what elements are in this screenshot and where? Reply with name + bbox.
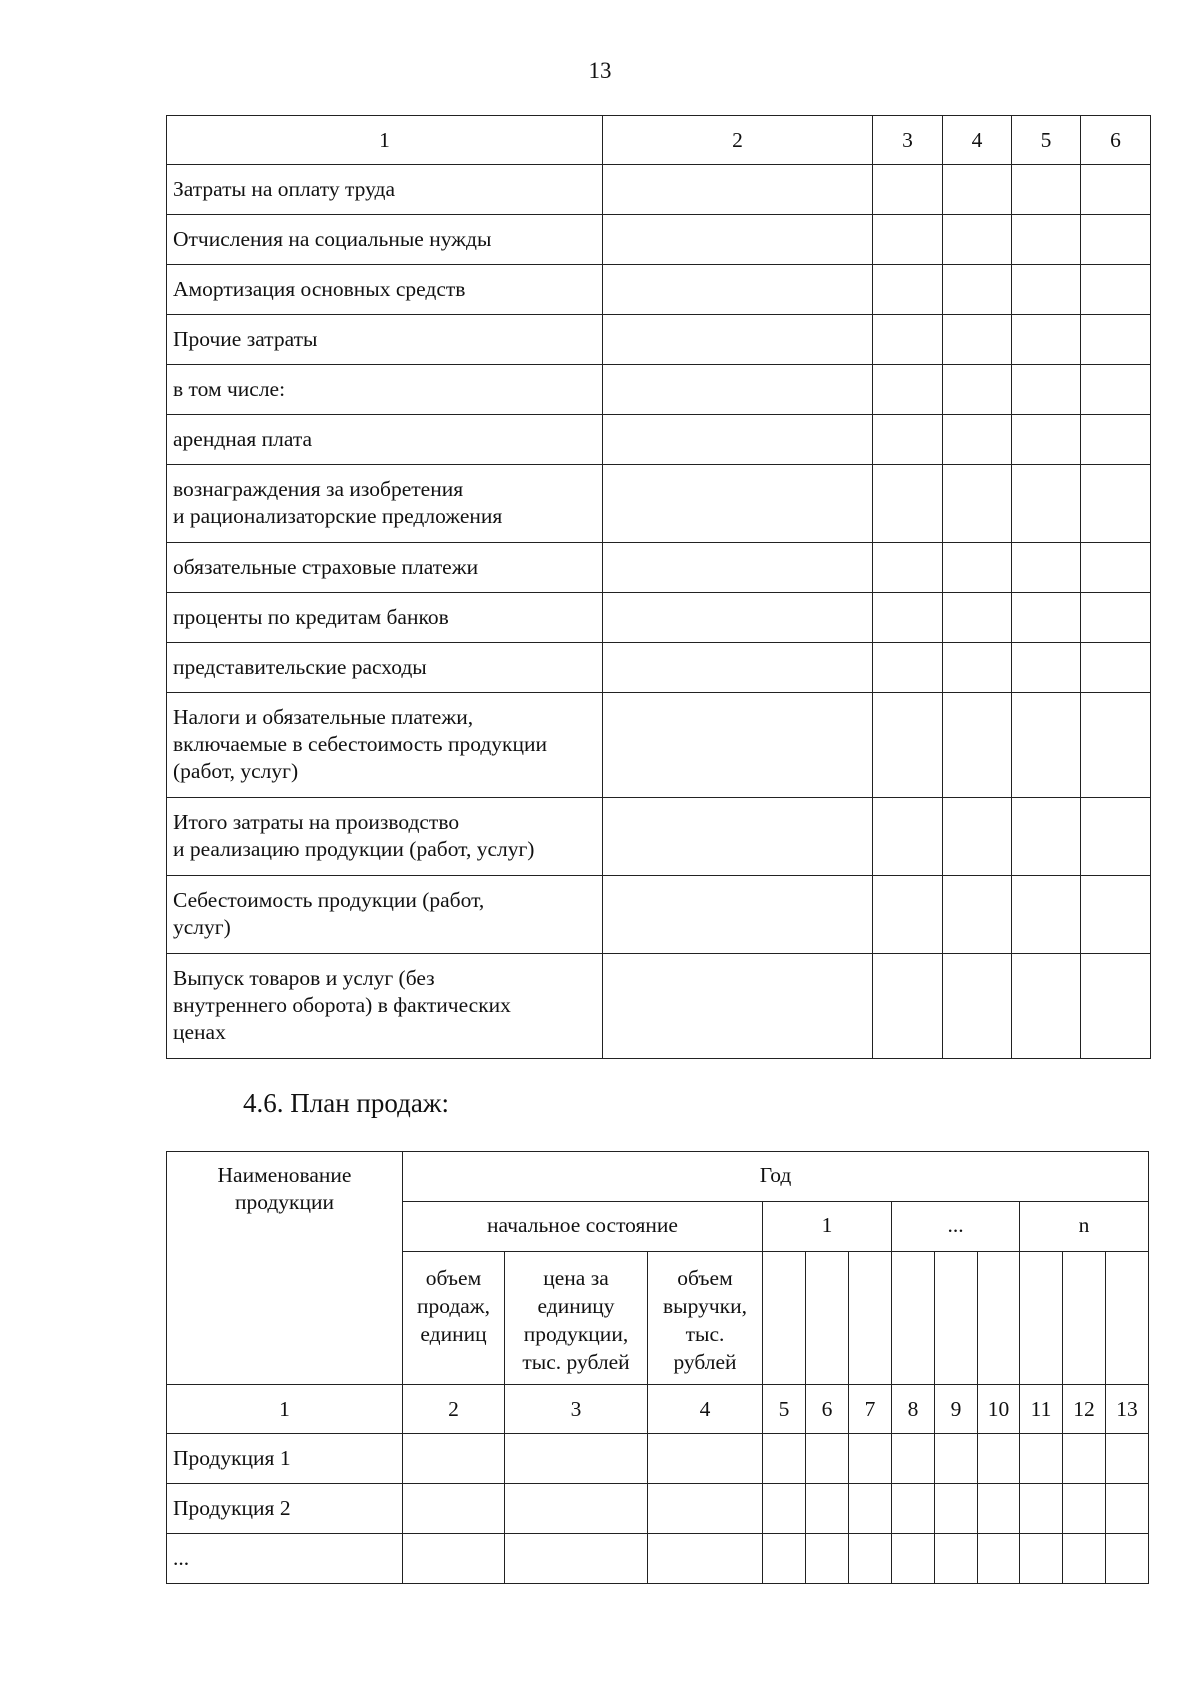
empty-cell	[873, 693, 943, 798]
row-label-line: вознаграждения за изобретения	[173, 477, 464, 501]
empty-cell	[943, 215, 1012, 265]
product-name: ...	[167, 1534, 403, 1584]
empty-cell	[873, 265, 943, 315]
column-number-7: 7	[849, 1385, 892, 1434]
empty-cell	[873, 415, 943, 465]
column-number-1: 1	[167, 1385, 403, 1434]
row-label-line: услуг)	[173, 915, 231, 939]
empty-cell	[873, 798, 943, 876]
empty-cell	[403, 1484, 505, 1534]
empty-cell	[603, 415, 873, 465]
empty-cell	[892, 1484, 935, 1534]
empty-cell	[1020, 1534, 1063, 1584]
empty-cell	[505, 1434, 648, 1484]
empty-cell	[892, 1534, 935, 1584]
page-number: 13	[588, 58, 612, 83]
sub-header-revenue	[648, 1252, 763, 1385]
row-label-line: Отчисления на социальные нужды	[173, 227, 492, 251]
row-label	[167, 876, 603, 954]
table-row	[167, 798, 1151, 876]
empty-cell	[1012, 215, 1081, 265]
empty-cell	[1106, 1252, 1149, 1385]
table-row	[167, 315, 1151, 365]
empty-cell	[603, 265, 873, 315]
column-number-9: 9	[935, 1385, 978, 1434]
sales-table	[166, 1151, 1149, 1584]
empty-cell	[1020, 1434, 1063, 1484]
empty-cell	[943, 265, 1012, 315]
empty-cell	[1012, 415, 1081, 465]
empty-cell	[1081, 315, 1151, 365]
empty-cell	[1081, 265, 1151, 315]
row-label-line: арендная плата	[173, 427, 313, 451]
empty-cell	[935, 1484, 978, 1534]
period-header-initial: начальное состояние	[403, 1202, 763, 1252]
empty-cell	[603, 954, 873, 1059]
empty-cell	[978, 1434, 1020, 1484]
row-label-line: Затраты на оплату труда	[173, 177, 396, 201]
column-number-4: 4	[943, 116, 1012, 165]
empty-cell	[763, 1484, 806, 1534]
empty-cell	[943, 954, 1012, 1059]
row-label-line: включаемые в себестоимость продукции	[173, 732, 548, 756]
empty-cell	[603, 876, 873, 954]
section-title: 4.6. План продаж:	[243, 1088, 449, 1118]
column-number-11: 11	[1020, 1385, 1063, 1434]
table-row	[167, 365, 1151, 415]
empty-cell	[763, 1534, 806, 1584]
table-row	[167, 593, 1151, 643]
empty-cell	[1012, 954, 1081, 1059]
empty-cell	[943, 165, 1012, 215]
sub-header-line: продукции,	[523, 1322, 629, 1346]
empty-cell	[873, 465, 943, 543]
column-number-5: 5	[763, 1385, 806, 1434]
empty-cell	[892, 1434, 935, 1484]
row-label-line: и реализацию продукции (работ, услуг)	[173, 837, 535, 861]
empty-cell	[873, 593, 943, 643]
empty-cell	[1081, 798, 1151, 876]
sub-header-line: цена за	[543, 1266, 609, 1290]
empty-cell	[943, 543, 1012, 593]
row-label	[167, 265, 603, 315]
column-number-1: 1	[167, 116, 603, 165]
sub-header-line: продаж,	[416, 1294, 491, 1318]
empty-cell	[1020, 1484, 1063, 1534]
empty-cell	[648, 1484, 763, 1534]
sub-header-line: объем	[425, 1266, 482, 1290]
empty-cell	[943, 643, 1012, 693]
row-label	[167, 165, 603, 215]
table-row	[167, 1484, 1149, 1534]
empty-cell	[1020, 1252, 1063, 1385]
row-label-line: обязательные страховые платежи	[173, 555, 479, 579]
row-label	[167, 315, 603, 365]
column-number-2: 2	[603, 116, 873, 165]
column-number-3: 3	[505, 1385, 648, 1434]
empty-cell	[1106, 1534, 1149, 1584]
product-name: Продукция 2	[167, 1484, 403, 1534]
row-label-line: проценты по кредитам банков	[173, 605, 449, 629]
empty-cell	[1012, 543, 1081, 593]
empty-cell	[935, 1434, 978, 1484]
table-row	[167, 465, 1151, 543]
empty-cell	[935, 1252, 978, 1385]
empty-cell	[849, 1534, 892, 1584]
empty-cell	[943, 593, 1012, 643]
row-label-line: Амортизация основных средств	[173, 277, 466, 301]
table-row	[167, 954, 1151, 1059]
empty-cell	[1081, 876, 1151, 954]
empty-cell	[603, 215, 873, 265]
empty-cell	[648, 1434, 763, 1484]
empty-cell	[892, 1252, 935, 1385]
empty-cell	[1081, 365, 1151, 415]
empty-cell	[978, 1484, 1020, 1534]
row-label	[167, 465, 603, 543]
empty-cell	[1063, 1434, 1106, 1484]
row-label	[167, 415, 603, 465]
empty-cell	[849, 1434, 892, 1484]
table-row	[167, 876, 1151, 954]
column-number-2: 2	[403, 1385, 505, 1434]
table-row	[167, 543, 1151, 593]
row-label-line: и рационализаторские предложения	[173, 504, 503, 528]
empty-cell	[943, 465, 1012, 543]
empty-cell	[806, 1484, 849, 1534]
sub-header-line: единиц	[420, 1322, 487, 1346]
sub-header-line: единицу	[537, 1294, 615, 1318]
column-number-12: 12	[1063, 1385, 1106, 1434]
column-number-row	[167, 1385, 1149, 1434]
empty-cell	[1012, 315, 1081, 365]
table-row	[167, 215, 1151, 265]
empty-cell	[603, 543, 873, 593]
empty-cell	[1081, 593, 1151, 643]
column-number-3: 3	[873, 116, 943, 165]
empty-cell	[403, 1534, 505, 1584]
empty-cell	[806, 1434, 849, 1484]
empty-cell	[873, 365, 943, 415]
empty-cell	[1063, 1534, 1106, 1584]
row-label-line: Выпуск товаров и услуг (без	[173, 966, 435, 990]
row-label-line: внутреннего оборота) в фактических	[173, 993, 511, 1017]
empty-cell	[1081, 415, 1151, 465]
empty-cell	[1012, 265, 1081, 315]
table-row	[167, 165, 1151, 215]
row-label	[167, 365, 603, 415]
column-number-13: 13	[1106, 1385, 1149, 1434]
empty-cell	[978, 1534, 1020, 1584]
empty-cell	[1081, 643, 1151, 693]
period-header-ellipsis: ...	[892, 1202, 1020, 1252]
empty-cell	[873, 315, 943, 365]
empty-cell	[603, 465, 873, 543]
row-label-line: Налоги и обязательные платежи,	[173, 705, 474, 729]
empty-cell	[873, 954, 943, 1059]
empty-cell	[943, 693, 1012, 798]
sub-header-sales-volume	[403, 1252, 505, 1385]
column-number-6: 6	[1081, 116, 1151, 165]
empty-cell	[806, 1534, 849, 1584]
table-row	[167, 693, 1151, 798]
row-label-line: Себестоимость продукции (работ,	[173, 888, 485, 912]
empty-cell	[873, 215, 943, 265]
empty-cell	[603, 165, 873, 215]
empty-cell	[603, 593, 873, 643]
empty-cell	[1081, 543, 1151, 593]
empty-cell	[648, 1534, 763, 1584]
empty-cell	[943, 876, 1012, 954]
empty-cell	[1012, 165, 1081, 215]
table-row	[167, 1434, 1149, 1484]
row-label	[167, 543, 603, 593]
row-label	[167, 593, 603, 643]
row-label	[167, 215, 603, 265]
product-name-header-line: продукции	[234, 1190, 335, 1214]
empty-cell	[603, 315, 873, 365]
empty-cell	[978, 1252, 1020, 1385]
empty-cell	[505, 1484, 648, 1534]
empty-cell	[943, 415, 1012, 465]
row-label-line: Итого затраты на производство	[173, 810, 460, 834]
period-header-n: n	[1020, 1202, 1149, 1252]
empty-cell	[763, 1252, 806, 1385]
empty-cell	[873, 165, 943, 215]
period-header-1: 1	[763, 1202, 892, 1252]
sub-header-line: рублей	[673, 1350, 737, 1374]
empty-cell	[1012, 365, 1081, 415]
empty-cell	[1012, 876, 1081, 954]
empty-cell	[403, 1434, 505, 1484]
empty-cell	[1012, 693, 1081, 798]
column-number-4: 4	[648, 1385, 763, 1434]
year-header: Год	[403, 1152, 1149, 1202]
row-label	[167, 954, 603, 1059]
empty-cell	[603, 798, 873, 876]
empty-cell	[1106, 1484, 1149, 1534]
empty-cell	[943, 798, 1012, 876]
sub-header-unit-price	[505, 1252, 648, 1385]
row-label	[167, 798, 603, 876]
table-row	[167, 265, 1151, 315]
row-label-line: ценах	[173, 1020, 226, 1044]
sub-header-line: выручки,	[663, 1294, 747, 1318]
product-name-header	[167, 1152, 403, 1385]
sub-header-line: тыс.	[685, 1322, 725, 1346]
row-label-line: (работ, услуг)	[173, 759, 299, 783]
empty-cell	[1081, 465, 1151, 543]
empty-cell	[603, 365, 873, 415]
empty-cell	[849, 1484, 892, 1534]
row-label-line: представительские расходы	[173, 655, 427, 679]
column-number-8: 8	[892, 1385, 935, 1434]
sub-header-line: объем	[677, 1266, 733, 1290]
empty-cell	[603, 693, 873, 798]
empty-cell	[943, 365, 1012, 415]
column-number-6: 6	[806, 1385, 849, 1434]
empty-cell	[943, 315, 1012, 365]
empty-cell	[1063, 1484, 1106, 1534]
empty-cell	[1081, 165, 1151, 215]
empty-cell	[1081, 693, 1151, 798]
empty-cell	[1081, 215, 1151, 265]
table-row	[167, 415, 1151, 465]
empty-cell	[873, 543, 943, 593]
empty-cell	[1012, 798, 1081, 876]
empty-cell	[806, 1252, 849, 1385]
empty-cell	[873, 876, 943, 954]
product-name: Продукция 1	[167, 1434, 403, 1484]
empty-cell	[1012, 643, 1081, 693]
empty-cell	[505, 1534, 648, 1584]
empty-cell	[873, 643, 943, 693]
empty-cell	[1081, 954, 1151, 1059]
empty-cell	[1012, 593, 1081, 643]
product-name-header-line: Наименование	[217, 1163, 352, 1187]
empty-cell	[1106, 1434, 1149, 1484]
empty-cell	[935, 1534, 978, 1584]
row-label-line: Прочие затраты	[173, 327, 318, 351]
empty-cell	[1063, 1252, 1106, 1385]
table-row	[167, 643, 1151, 693]
column-number-5: 5	[1012, 116, 1081, 165]
empty-cell	[603, 643, 873, 693]
empty-cell	[849, 1252, 892, 1385]
row-label	[167, 643, 603, 693]
row-label-line: в том числе:	[173, 377, 286, 401]
row-label	[167, 693, 603, 798]
table-row	[167, 1534, 1149, 1584]
column-number-10: 10	[978, 1385, 1020, 1434]
cost-table-header-row	[167, 116, 1151, 165]
empty-cell	[1012, 465, 1081, 543]
cost-table	[166, 115, 1151, 1059]
empty-cell	[763, 1434, 806, 1484]
sub-header-line: тыс. рублей	[522, 1350, 630, 1374]
